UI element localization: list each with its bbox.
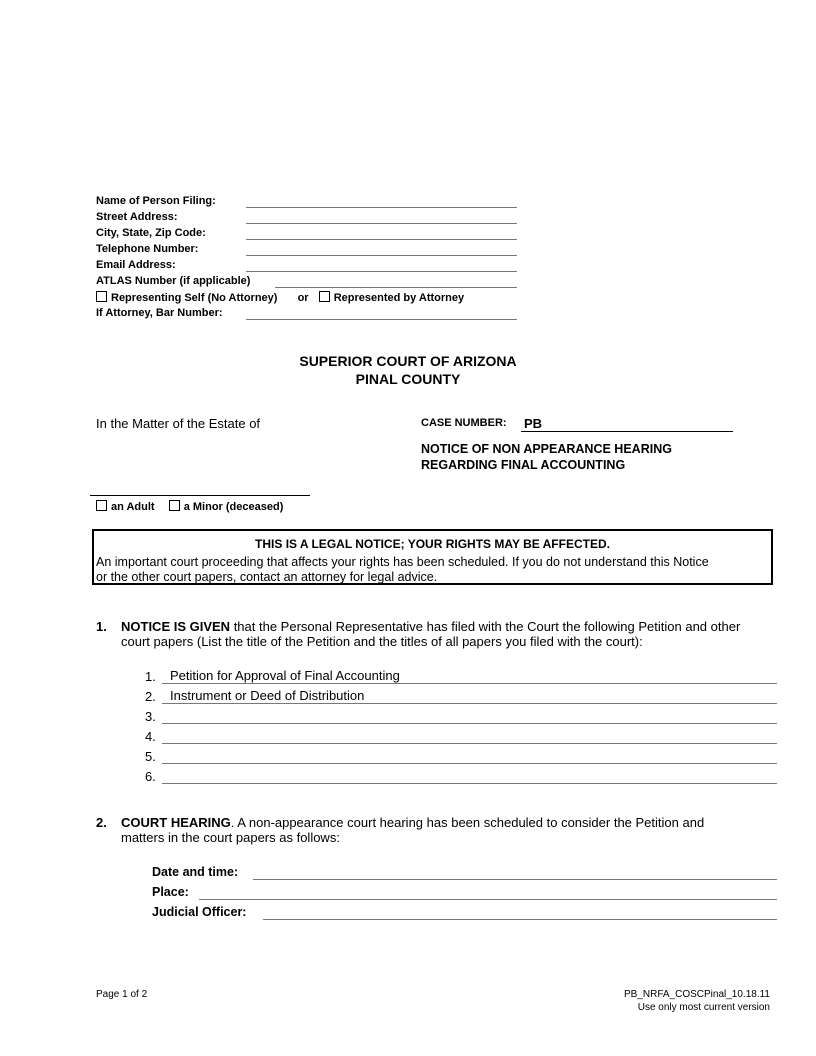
- section2-line1: [121, 815, 704, 830]
- section1-number: 1.: [96, 619, 107, 634]
- list-item-field[interactable]: [162, 783, 777, 784]
- estate-name-field[interactable]: [90, 495, 310, 496]
- legal-notice-line2: or the other court papers, contact an attorney for legal advice.: [96, 570, 438, 584]
- section2-lead: COURT HEARING: [121, 815, 231, 830]
- list-item-number: 5.: [145, 749, 156, 764]
- list-item-number: 6.: [145, 769, 156, 784]
- list-item-field[interactable]: [162, 703, 777, 704]
- judicial-officer-field[interactable]: [263, 919, 777, 920]
- section2-text2: matters in the court papers as follows:: [121, 830, 340, 845]
- adult-checkbox[interactable]: [96, 500, 107, 511]
- matter-text: In the Matter of the Estate of: [96, 416, 261, 431]
- version-note: Use only most current version: [637, 1002, 770, 1013]
- judicial-officer-label: Judicial Officer:: [152, 905, 247, 919]
- telephone-field[interactable]: [246, 255, 517, 256]
- section2-number: 2.: [96, 815, 107, 830]
- atlas-number-label: ATLAS Number (if applicable): [96, 275, 251, 287]
- court-name: SUPERIOR COURT OF ARIZONA: [299, 353, 517, 369]
- street-address-label: Street Address:: [96, 211, 178, 223]
- minor-checkbox[interactable]: [169, 500, 180, 511]
- adult-label: an Adult: [111, 501, 155, 513]
- filer-name-label: Name of Person Filing:: [96, 195, 216, 207]
- date-time-label: Date and time:: [152, 865, 239, 879]
- section1-lead: NOTICE IS GIVEN: [121, 619, 231, 634]
- email-label: Email Address:: [96, 259, 176, 271]
- list-item-number: 4.: [145, 729, 156, 744]
- self-checkbox[interactable]: [96, 291, 107, 302]
- telephone-label: Telephone Number:: [96, 243, 199, 255]
- attorney-checkbox[interactable]: [319, 291, 330, 302]
- section1-text2: court papers (List the title of the Petition and the titles of all papers you filed with the court):: [121, 634, 643, 649]
- self-label: Representing Self (No Attorney): [111, 292, 278, 304]
- date-time-field[interactable]: [253, 879, 777, 880]
- section2-text1: . A non-appearance court hearing has been scheduled to consider the Petition and: [230, 815, 705, 830]
- street-address-field[interactable]: [246, 223, 517, 224]
- filer-name-field[interactable]: [246, 207, 517, 208]
- atlas-number-field[interactable]: [275, 287, 517, 288]
- legal-notice-heading: THIS IS A LEGAL NOTICE; YOUR RIGHTS MAY BE AFFECTED.: [255, 537, 610, 551]
- place-label: Place:: [152, 885, 189, 899]
- list-item-number: 2.: [145, 689, 156, 704]
- page-number: Page 1 of 2: [96, 989, 148, 1000]
- document-title-line1: NOTICE OF NON APPEARANCE HEARING: [421, 442, 672, 456]
- representation-row: [96, 291, 464, 304]
- or-label: or: [297, 292, 309, 304]
- attorney-label: Represented by Attorney: [333, 292, 465, 304]
- list-item-field[interactable]: [162, 683, 777, 684]
- section1-line1: [121, 619, 740, 634]
- form-code: PB_NRFA_COSCPinal_10.18.11: [623, 989, 770, 1000]
- email-field[interactable]: [246, 271, 517, 272]
- list-item-field[interactable]: [162, 723, 777, 724]
- legal-notice-line1: An important court proceeding that affects your rights has been scheduled. If you do not understand this Notice: [96, 555, 709, 569]
- bar-number-label: If Attorney, Bar Number:: [96, 307, 223, 319]
- place-field[interactable]: [199, 899, 777, 900]
- list-item-value: Instrument or Deed of Distribution: [170, 688, 365, 703]
- document-title-line2: REGARDING FINAL ACCOUNTING: [421, 458, 626, 472]
- bar-number-field[interactable]: [246, 319, 517, 320]
- county-name: PINAL COUNTY: [355, 371, 461, 387]
- list-item-field[interactable]: [162, 743, 777, 744]
- city-state-zip-label: City, State, Zip Code:: [96, 227, 206, 239]
- city-state-zip-field[interactable]: [246, 239, 517, 240]
- list-item-number: 3.: [145, 709, 156, 724]
- list-item-field[interactable]: [162, 763, 777, 764]
- list-item-number: 1.: [145, 669, 156, 684]
- adult-minor-row: [96, 500, 283, 513]
- case-number-label: CASE NUMBER:: [421, 417, 507, 429]
- list-item-value: Petition for Approval of Final Accounting: [170, 668, 400, 683]
- section1-text1: that the Personal Representative has filed with the Court the following Petition and other: [230, 619, 741, 634]
- case-number-value: PB: [524, 416, 543, 431]
- minor-label: a Minor (deceased): [183, 501, 284, 513]
- case-number-field[interactable]: [521, 431, 733, 432]
